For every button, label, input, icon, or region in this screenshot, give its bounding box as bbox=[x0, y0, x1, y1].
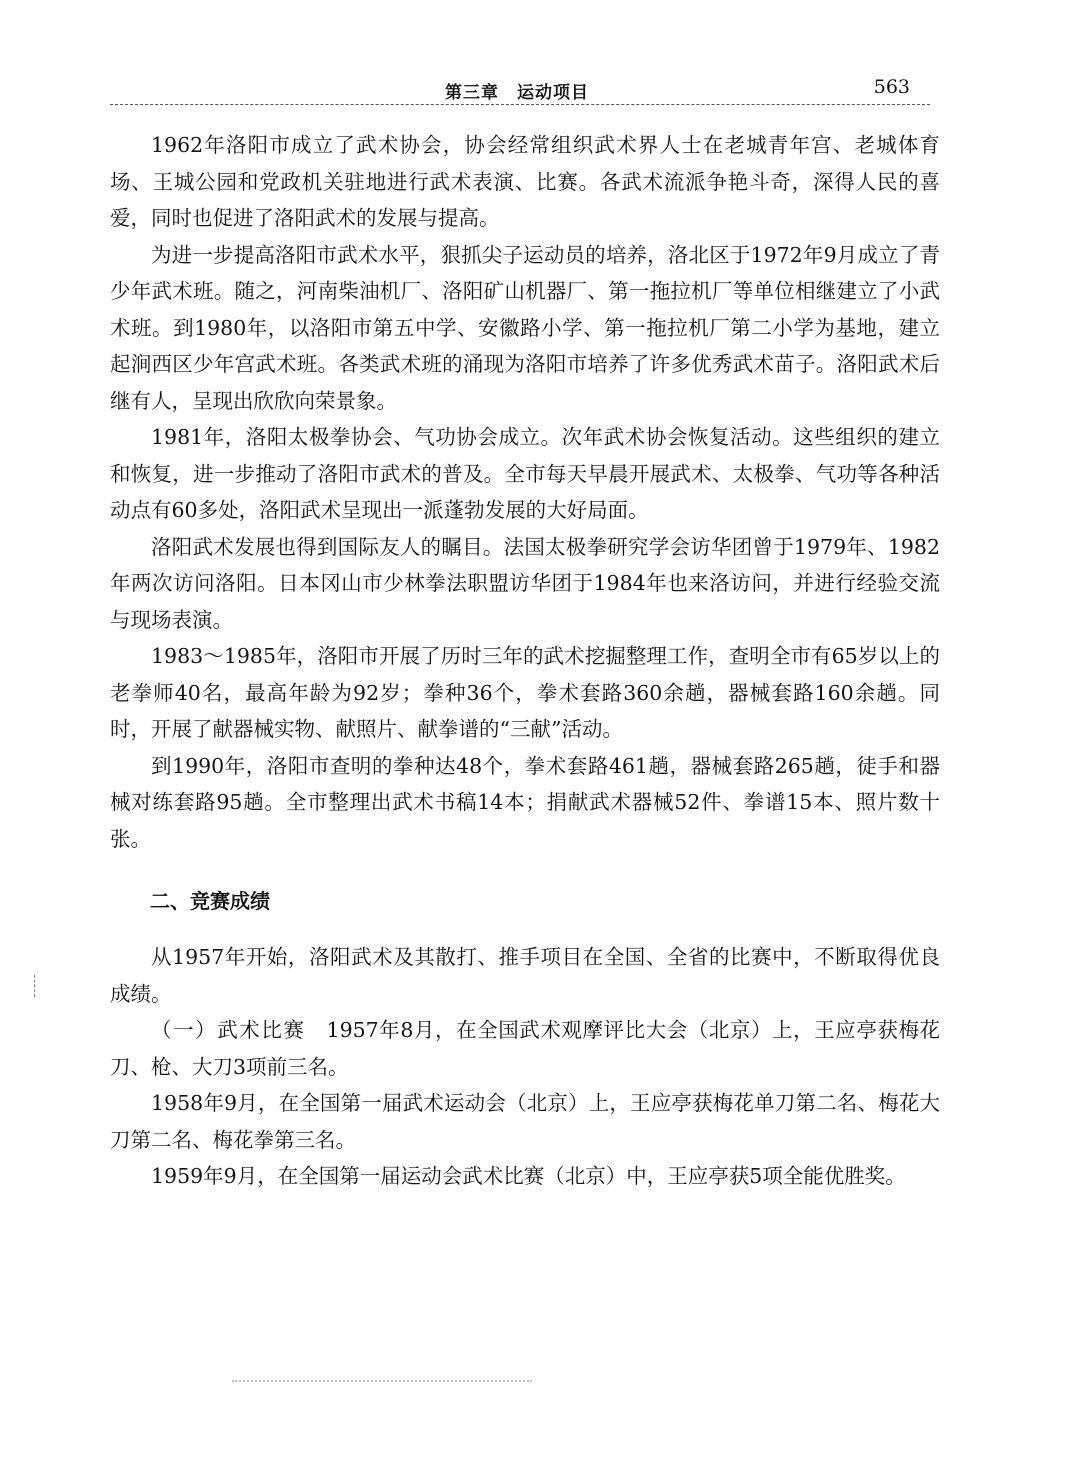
subsection-label: （一）武术比赛 bbox=[151, 1018, 306, 1042]
scan-artifact bbox=[232, 1380, 532, 1382]
chapter-title: 第三章 运动项目 bbox=[445, 83, 589, 103]
record-1958: 1958年9月，在全国第一届武术运动会（北京）上，王应亭获梅花单刀第二名、梅花大刀第二名、梅花拳第三名。 bbox=[110, 1091, 940, 1152]
page-body bbox=[110, 127, 940, 1195]
page-number: 563 bbox=[873, 76, 910, 98]
paragraph-international-visits: 洛阳武术发展也得到国际友人的瞩目。法国太极拳研究学会访华团曾于1979年、1982年两次访问洛阳。日本冈山市少林拳法职盟访华团于1984年也来洛访问，并进行经验交流与现场表演。 bbox=[110, 534, 940, 632]
page-header bbox=[110, 74, 940, 108]
margin-mark bbox=[34, 975, 36, 997]
subsection-wushu-competition bbox=[110, 1012, 940, 1085]
header-divider bbox=[110, 104, 930, 105]
section-intro: 从1957年开始，洛阳武术及其散打、推手项目在全国、全省的比赛中，不断取得优良成绩。 bbox=[110, 945, 940, 1006]
section-heading: 二、竞赛成绩 bbox=[150, 889, 270, 913]
paragraph-youth-classes: 为进一步提高洛阳市武术水平，狠抓尖子运动员的培养，洛北区于1972年9月成立了青少年武术班。随之，河南柴油机厂、洛阳矿山机器厂、第一拖拉机厂等单位相继建立了小武术班。到1980年，以洛阳市第五中学、安徽路小学、第一拖拉机厂第二小学为基地，建立起涧西区少年宫武术班。各类武术班的涌现为洛阳市培养了许多优秀武术苗子。洛阳武术后继有人，呈现出欣欣向荣景象。 bbox=[110, 242, 940, 413]
paragraph-1983-1985-survey: 1983～1985年，洛阳市开展了历时三年的武术挖掘整理工作，查明全市有65岁以上的老拳师40名，最高年龄为92岁；拳种36个，拳术套路360余趟，器械套路160余趟。同时，开展了献器械实物、献照片、献拳谱的“三献”活动。 bbox=[110, 644, 940, 741]
paragraph-1981-associations: 1981年，洛阳太极拳协会、气功协会成立。次年武术协会恢复活动。这些组织的建立和恢复，进一步推动了洛阳市武术的普及。全市每天早晨开展武术、太极拳、气功等各种活动点有60多处，洛阳武术呈现出一派蓬勃发展的大好局面。 bbox=[110, 425, 940, 522]
subsection-text: 1957年8月，在全国武术观摩评比大会（北京）上，王应亭获梅花刀、枪、大刀3项前三名。 bbox=[110, 1018, 941, 1079]
record-1959: 1959年9月，在全国第一届运动会武术比赛（北京）中，王应亭获5项全能优胜奖。 bbox=[151, 1164, 906, 1188]
paragraph-1990-results: 到1990年，洛阳市查明的拳种达48个，拳术套路461趟，器械套路265趟，徒手和器械对练套路95趟。全市整理出武术书稿14本；捐献武术器械52件、拳谱15本、照片数十张。 bbox=[110, 753, 940, 851]
paragraph-1962-association: 1962年洛阳市成立了武术协会，协会经常组织武术界人士在老城青年宫、老城体育场、王城公园和党政机关驻地进行武术表演、比赛。各武术流派争艳斗奇，深得人民的喜爱，同时也促进了洛阳武术的发展与提高。 bbox=[110, 133, 940, 230]
